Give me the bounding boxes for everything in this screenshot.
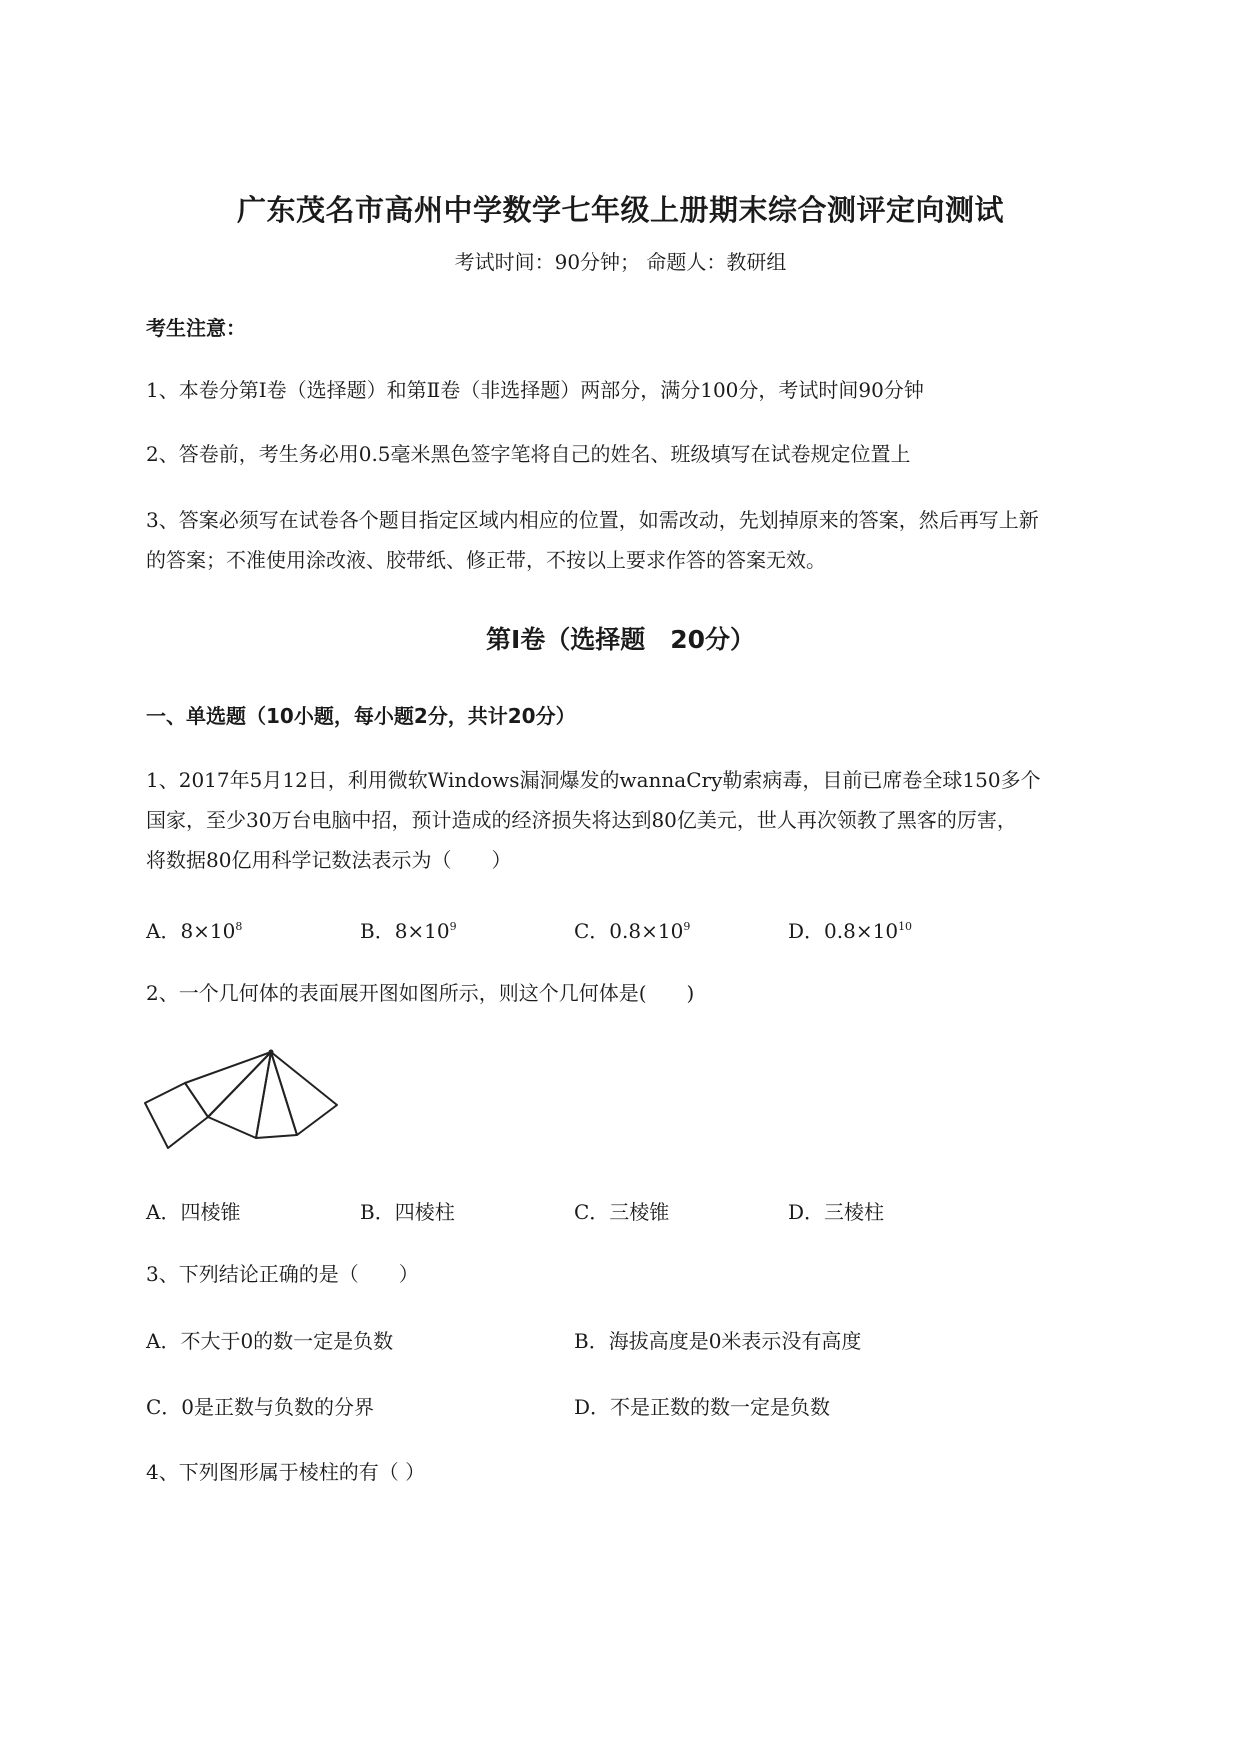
exam-title: 广东茂名市高州中学数学七年级上册期末综合测评定向测试 — [236, 193, 1004, 227]
q2-option-b: B．四棱柱 — [360, 1200, 455, 1224]
q2-stem: 2、一个几何体的表面展开图如图所示，则这个几何体是( ) — [146, 981, 695, 1005]
net-square — [145, 1083, 208, 1148]
net-triangle-mid-left — [208, 1052, 271, 1138]
q3-option-a: A．不大于0的数一定是负数 — [146, 1329, 394, 1353]
exam-subtitle: 考试时间：90分钟； 命题人：教研组 — [454, 250, 787, 274]
net-triangle-right — [271, 1052, 337, 1135]
q1-line-1: 1、2017年5月12日，利用微软Windows漏洞爆发的wannaCry勒索病毒，目前已席卷全球150多个 — [146, 768, 1041, 792]
q1-line-2: 国家，至少30万台电脑中招，预计造成的经济损失将达到80亿美元，世人再次领教了黑客的厉害， — [146, 808, 1017, 832]
q1-option-b: B．$8\times 10^9$ — [360, 919, 457, 943]
net-triangle-left — [185, 1052, 271, 1117]
q3-option-d: D．不是正数的数一定是负数 — [574, 1395, 831, 1419]
section-title: 第Ⅰ卷（选择题 20分） — [485, 625, 756, 654]
net-apex-dot — [269, 1050, 274, 1055]
q4-stem: 4、下列图形属于棱柱的有（ ） — [146, 1460, 426, 1484]
q3-option-c: C．0是正数与负数的分界 — [146, 1395, 375, 1419]
q2-option-c: C．三棱锥 — [574, 1200, 670, 1224]
notice-item-1: 1、本卷分第Ⅰ卷（选择题）和第Ⅱ卷（非选择题）两部分，满分100分，考试时间90分钟 — [146, 378, 924, 402]
q1-line-3: 将数据80亿用科学记数法表示为（ ） — [146, 848, 512, 872]
q1-option-c: C．$0.8\times 10^9$ — [574, 919, 691, 943]
q2-option-d: D．三棱柱 — [788, 1200, 885, 1224]
notice-item-3: 3、答案必须写在试卷各个题目指定区域内相应的位置，如需改动，先划掉原来的答案，然后再写上新 — [146, 508, 1039, 532]
notice-item-3-cont: 的答案；不准使用涂改液、胶带纸、修正带，不按以上要求作答的答案无效。 — [146, 548, 826, 572]
q1-option-d: D．$0.8\times 10^{10}$ — [788, 919, 913, 943]
q3-stem: 3、下列结论正确的是（ ） — [146, 1262, 419, 1286]
net-diagram — [140, 1040, 350, 1155]
notice-item-2: 2、答卷前，考生务必用0.5毫米黑色签字笔将自己的姓名、班级填写在试卷规定位置上 — [146, 442, 911, 466]
part-heading: 一、单选题（10小题，每小题2分，共计20分） — [146, 704, 576, 728]
notice-heading: 考生注意： — [146, 316, 246, 340]
q3-option-b: B．海拔高度是0米表示没有高度 — [574, 1329, 862, 1353]
net-triangle-mid-right — [256, 1052, 297, 1138]
q1-option-a: A．$8\times 10^8$ — [146, 919, 243, 943]
q2-option-a: A．四棱锥 — [146, 1200, 241, 1224]
